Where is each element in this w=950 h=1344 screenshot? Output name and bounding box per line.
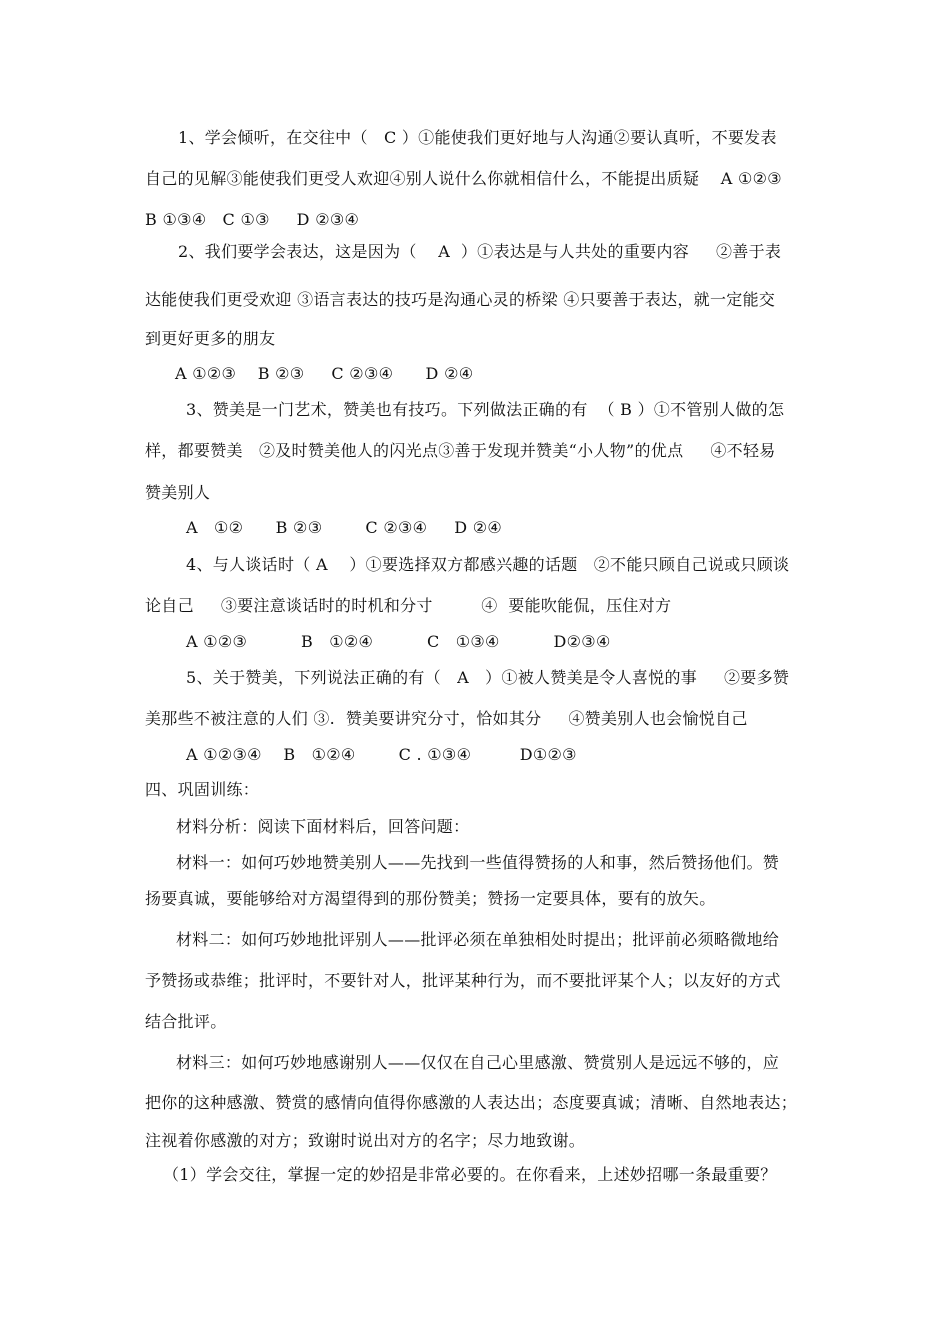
material-intro: 材料分析：阅读下面材料后，回答问题： <box>176 817 470 836</box>
q4-options: A ①②③ B ①②④ C ①③④ D②③④ <box>186 632 611 651</box>
q2-line3: 到更好更多的朋友 <box>145 329 276 348</box>
section-heading: 四、巩固训练： <box>145 780 260 799</box>
material-1-line2: 扬要真诚，要能够给对方渴望得到的那份赞美；赞扬一定要具体，要有的放矢。 <box>145 889 716 908</box>
q1-line2: 自己的见解③能使我们更受人欢迎④别人说什么你就相信什么，不能提出质疑 A ①②③ <box>145 169 782 188</box>
q4-line1: 4、与人谈话时（ A ）①要选择双方都感兴趣的话题 ②不能只顾自己说或只顾谈 <box>186 555 790 574</box>
q4-line2: 论自己 ③要注意谈话时的时机和分寸 ④ 要能吹能侃，压住对方 <box>145 596 672 615</box>
q1-line3: B ①③④ C ①③ D ②③④ <box>145 210 360 229</box>
q5-line2: 美那些不被注意的人们 ③. 赞美要讲究分寸，恰如其分 ④赞美别人也会愉悦自己 <box>145 709 748 728</box>
material-3-line3: 注视着你感激的对方；致谢时说出对方的名字；尽力地致谢。 <box>145 1131 586 1150</box>
q3-line1: 3、赞美是一门艺术，赞美也有技巧。下列做法正确的有 （ B ）①不管别人做的怎 <box>186 400 785 419</box>
material-1-line1: 材料一：如何巧妙地赞美别人——先找到一些值得赞扬的人和事，然后赞扬他们。赞 <box>176 853 780 872</box>
q2-options: A ①②③ B ②③ C ②③④ D ②④ <box>175 364 474 383</box>
analysis-question-1: （1）学会交往，掌握一定的妙招是非常必要的。在你看来，上述妙招哪一条最重要？ <box>163 1165 777 1184</box>
q5-options: A ①②③④ B ①②④ C . ①③④ D①②③ <box>186 745 577 764</box>
material-2-line2: 予赞扬或恭维；批评时，不要针对人，批评某种行为，而不要批评某个人；以友好的方式 <box>145 971 781 990</box>
q3-line2: 样，都要赞美 ②及时赞美他人的闪光点③善于发现并赞美“小人物”的优点 ④不轻易 <box>145 441 776 460</box>
q3-options: A ①② B ②③ C ②③④ D ②④ <box>186 518 503 537</box>
q2-line1: 2、我们要学会表达，这是因为（ A ）①表达是与人共处的重要内容 ②善于表 <box>178 242 782 261</box>
material-3-line2: 把你的这种感激、赞赏的感情向值得你感激的人表达出；态度要真诚；清晰、自然地表达； <box>145 1093 798 1112</box>
q5-line1: 5、关于赞美，下列说法正确的有（ A ）①被人赞美是令人喜悦的事 ②要多赞 <box>186 668 790 687</box>
q3-line3: 赞美别人 <box>145 483 211 502</box>
q2-line2: 达能使我们更受欢迎 ③语言表达的技巧是沟通心灵的桥梁 ④只要善于表达，就一定能交 <box>145 290 776 309</box>
material-3-line1: 材料三：如何巧妙地感谢别人——仅仅在自己心里感激、赞赏别人是远远不够的，应 <box>176 1053 780 1072</box>
q1-line1: 1、学会倾听，在交往中（ C ）①能使我们更好地与人沟通②要认真听，不要发表 <box>178 128 777 147</box>
material-2-line3: 结合批评。 <box>145 1012 227 1031</box>
material-2-line1: 材料二：如何巧妙地批评别人——批评必须在单独相处时提出；批评前必须略微地给 <box>176 930 780 949</box>
